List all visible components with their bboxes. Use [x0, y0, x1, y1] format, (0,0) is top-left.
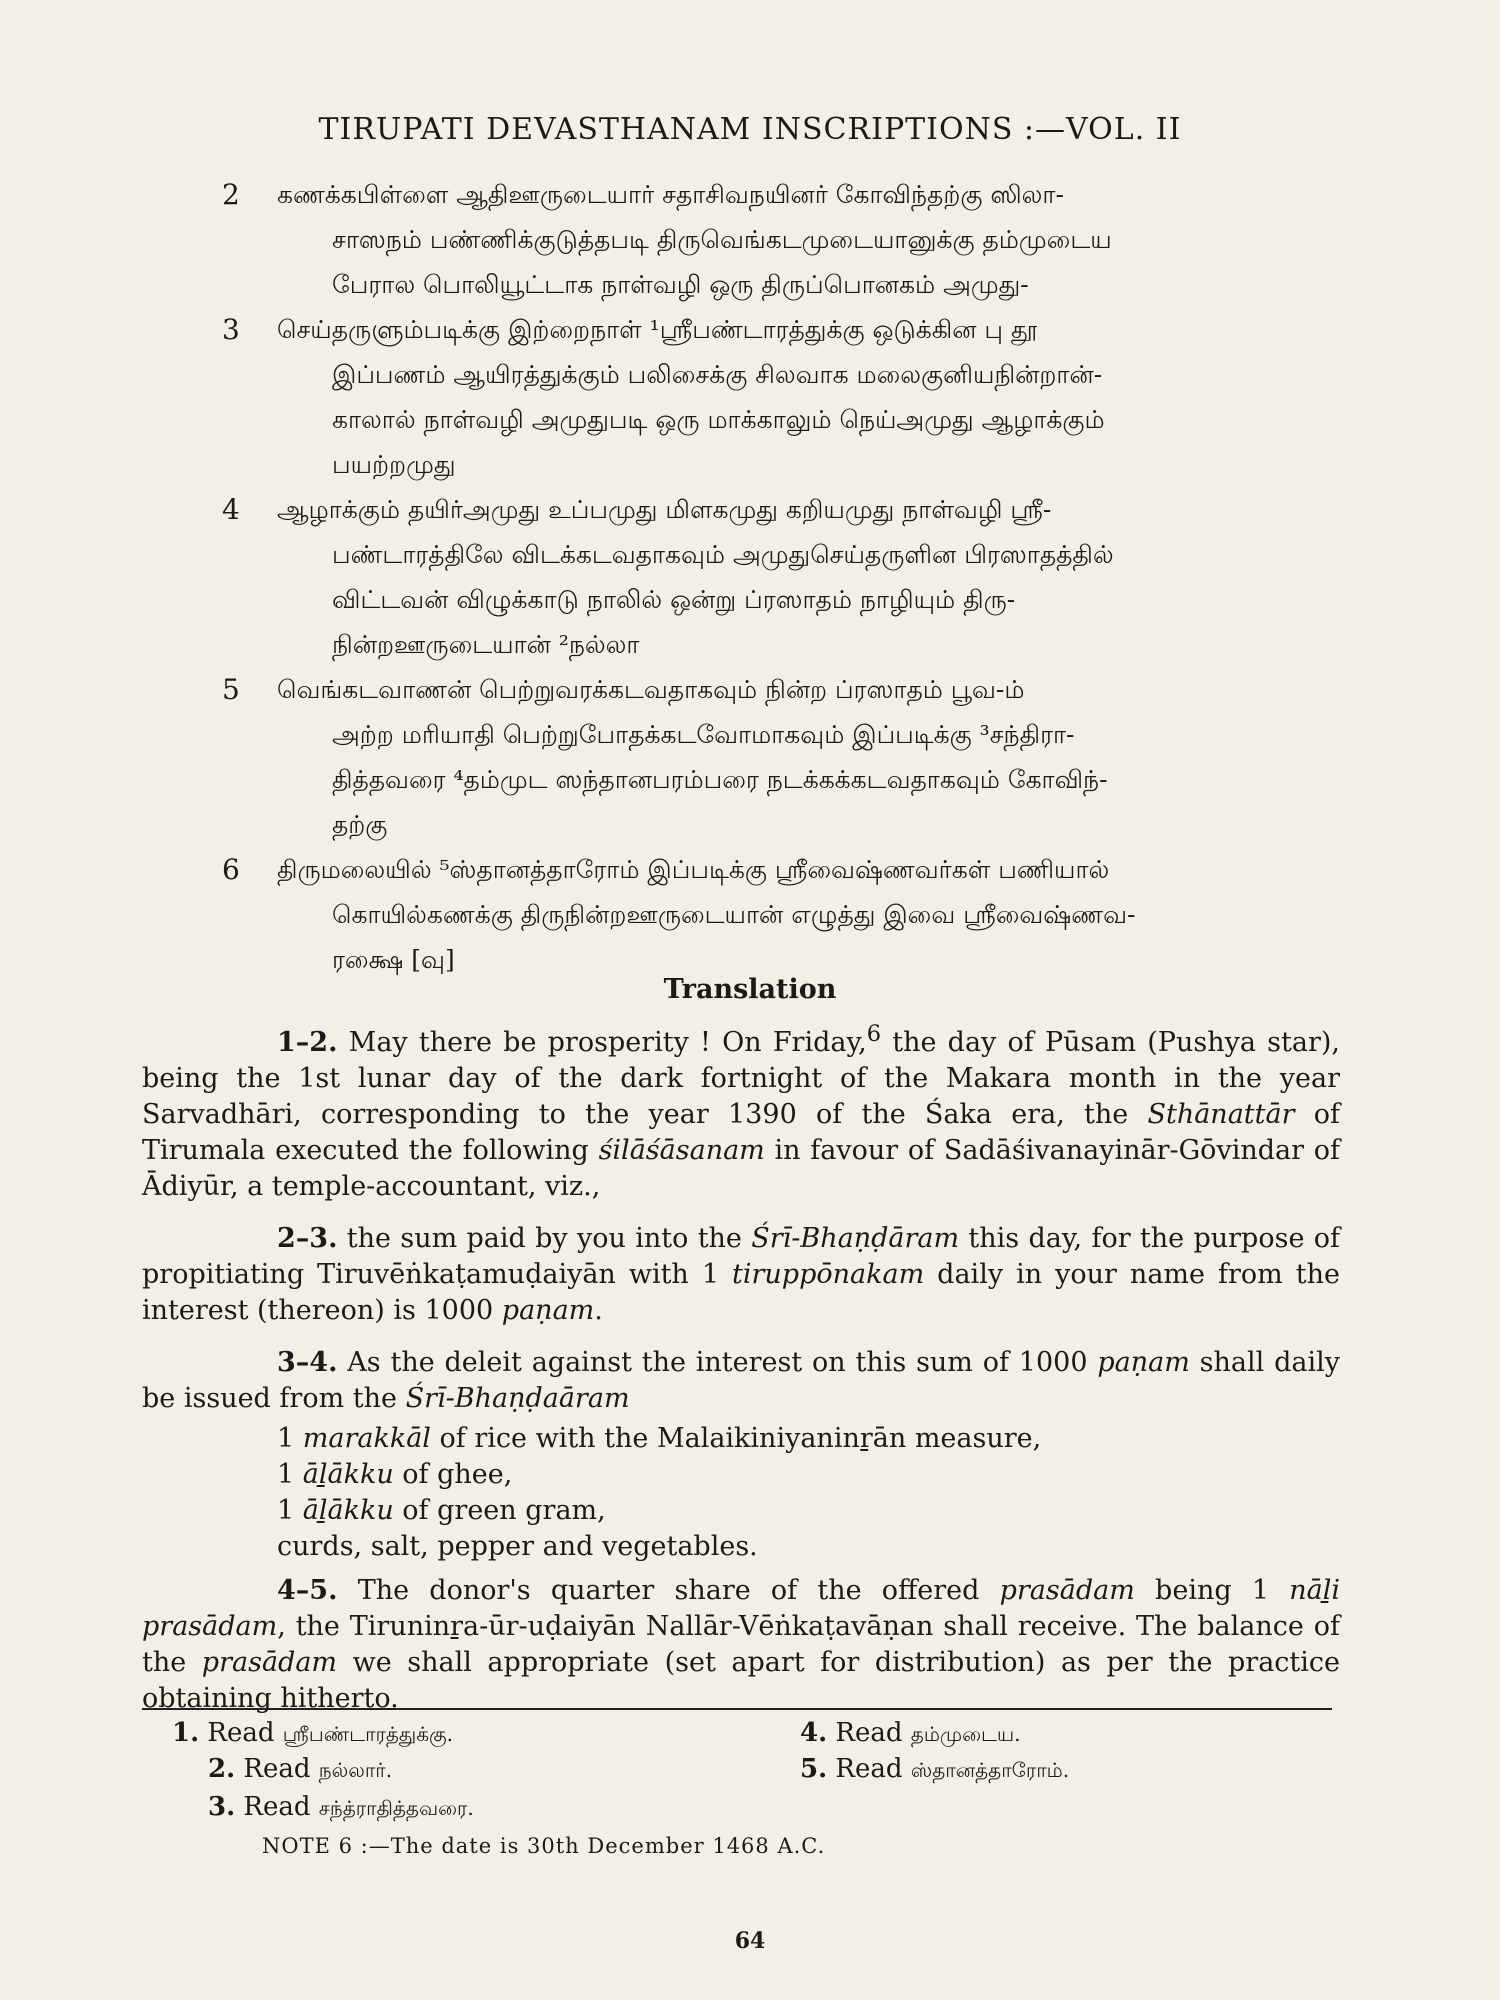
list-item: curds, salt, pepper and vegetables.: [277, 1531, 758, 1562]
line-text: நின்றஊருடையான் ²நல்லா: [332, 630, 640, 659]
text-line: [222, 397, 1342, 442]
footnote-4: 4. Read தம்முடைய.: [800, 1718, 1021, 1748]
footnote-1: 1. Read ஸ்ரீபண்டாரத்துக்கு.: [172, 1718, 454, 1748]
line-text: விட்டவன் விழுக்காடு நாலில் ஒன்று ப்ரஸாதம் நாழியும் திரு-: [332, 585, 1016, 614]
text-line: [222, 757, 1342, 802]
note-6: NOTE 6 :—The date is 30th December 1468 A.C.: [262, 1834, 826, 1858]
text-line: [222, 487, 1342, 532]
line-text: பயற்றமுது: [332, 450, 456, 479]
text-line: [222, 712, 1342, 757]
text-line: [222, 217, 1342, 262]
line-text: பேரால பொலியூட்டாக நாள்வழி ஒரு திருப்பொனகம் அமுது-: [332, 270, 1029, 299]
line-number: 2: [222, 178, 240, 211]
line-text: காலால் நாள்வழி அமுதுபடி ஒரு மாக்காலும் நெய்அமுது ஆழாக்கும்: [332, 405, 1105, 434]
text-line: [222, 172, 1342, 217]
text-line: [222, 532, 1342, 577]
paragraph-4-5: 4–5. The donor's quarter share of the offered prasādam being 1 nāḻi prasādam, the Tiruninṟa-ūr-uḍaiyān Nallār-Vēṅkaṭavāṇan shall receive. The balance of the prasādam we shall appropriate (set apart for distribution) as per the practice obtaining hitherto.: [142, 1575, 1340, 1714]
line-text: கணக்கபிள்ளை ஆதிஊருடையார் சதாசிவநயினர் கோவிந்தற்கு ஸிலா-: [277, 180, 1064, 209]
text-line: [222, 667, 1342, 712]
line-text: திருமலையில் ⁵ஸ்தானத்தாரோம் இப்படிக்கு ஸ்ரீவைஷ்ணவர்கள் பணியால்: [277, 855, 1110, 884]
footnote-divider: [142, 1708, 1332, 1710]
list-item: 1 marakkāl of rice with the Malaikiniyaninṟān measure,: [277, 1423, 1042, 1454]
text-line: [222, 352, 1342, 397]
line-text: ரக்ஷை [வு]: [332, 945, 455, 974]
line-text: பண்டாரத்திலே விடக்கடவதாகவும் அமுதுசெய்தருளின பிரஸாதத்தில்: [332, 540, 1114, 569]
line-text: அற்ற மரியாதி பெற்றுபோதக்கடவோமாகவும் இப்படிக்கு ³சந்திரா-: [332, 720, 1075, 749]
footnote-2: 2. Read நல்லார்.: [208, 1754, 393, 1784]
line-text: தித்தவரை ⁴தம்முட ஸந்தானபரம்பரை நடக்கக்கடவதாகவும் கோவிந்-: [332, 765, 1108, 794]
text-line: [222, 802, 1342, 847]
paragraph-2-3: 2–3. the sum paid by you into the Śrī-Bhaṇḍāram this day, for the purpose of propitiating Tiruvēṅkaṭamuḍaiyān with 1 tiruppōnakam daily in your name from the interest (thereon) is 1000 paṇam.: [142, 1223, 1340, 1326]
footnote-5: 5. Read ஸ்தானத்தாரோம்.: [800, 1754, 1070, 1784]
line-text: செய்தருளும்படிக்கு இற்றைநாள் ¹ஸ்ரீபண்டாரத்துக்கு ஒடுக்கின பு தூ: [277, 315, 1038, 344]
translation-body: [142, 1016, 1340, 1733]
line-number: 5: [222, 673, 240, 706]
page-number: 64: [734, 1928, 766, 1954]
list-item: 1 āḻākku of ghee,: [277, 1459, 513, 1490]
line-number: 3: [222, 313, 240, 346]
text-line: [222, 307, 1342, 352]
translation-heading: Translation: [663, 974, 837, 1005]
line-text: ஆழாக்கும் தயிர்அமுது உப்பமுது மிளகமுது கறியமுது நாள்வழி ஸ்ரீ-: [277, 495, 1052, 524]
footnote-3: 3. Read சந்த்ராதித்தவரை.: [208, 1792, 474, 1822]
running-head: TIRUPATI DEVASTHANAM INSCRIPTIONS :—VOL. II: [318, 112, 1182, 147]
line-text: கொயில்கணக்கு திருநின்றஊருடையான் எழுத்து இவை ஸ்ரீவைஷ்ணவ-: [332, 900, 1136, 929]
ration-list: [142, 1421, 1340, 1565]
line-text: தற்கு: [332, 810, 388, 839]
text-line: [222, 622, 1342, 667]
text-line: [222, 577, 1342, 622]
line-text: சாஸநம் பண்ணிக்குடுத்தபடி திருவெங்கடமுடையானுக்கு தம்முடைய: [332, 225, 1112, 254]
text-line: [222, 442, 1342, 487]
line-number: 4: [222, 493, 240, 526]
line-number: 6: [222, 853, 240, 886]
line-text: இப்பணம் ஆயிரத்துக்கும் பலிசைக்கு சிலவாக மலைகுனியநின்றான்-: [332, 360, 1103, 389]
paragraph-1-2: 1–2. May there be prosperity ! On Friday,$^6$ the day of Pūsam (Pushya star), being the 1st lunar day of the dark fortnight of the Makara month in the year Sarvadhāri, corresponding to the year 1390 of the Śaka era, the Sthānattār of Tirumala executed the following śilāśāsanam in favour of Sadāśivanayinār-Gōvindar of Ādiyūr, a temple-accountant, viz.,: [142, 1021, 1340, 1202]
paragraph-3-4: 3–4. As the deleit against the interest on this sum of 1000 paṇam shall daily be issued from the Śrī-Bhaṇḍaāram: [142, 1347, 1340, 1414]
text-line: [222, 892, 1342, 937]
line-text: வெங்கடவாணன் பெற்றுவரக்கடவதாகவும் நின்ற ப்ரஸாதம் பூவ-ம்: [277, 675, 1025, 704]
tamil-text-block: [222, 172, 1342, 982]
text-line: [222, 847, 1342, 892]
list-item: 1 āḻākku of green gram,: [277, 1495, 606, 1526]
text-line: [222, 262, 1342, 307]
